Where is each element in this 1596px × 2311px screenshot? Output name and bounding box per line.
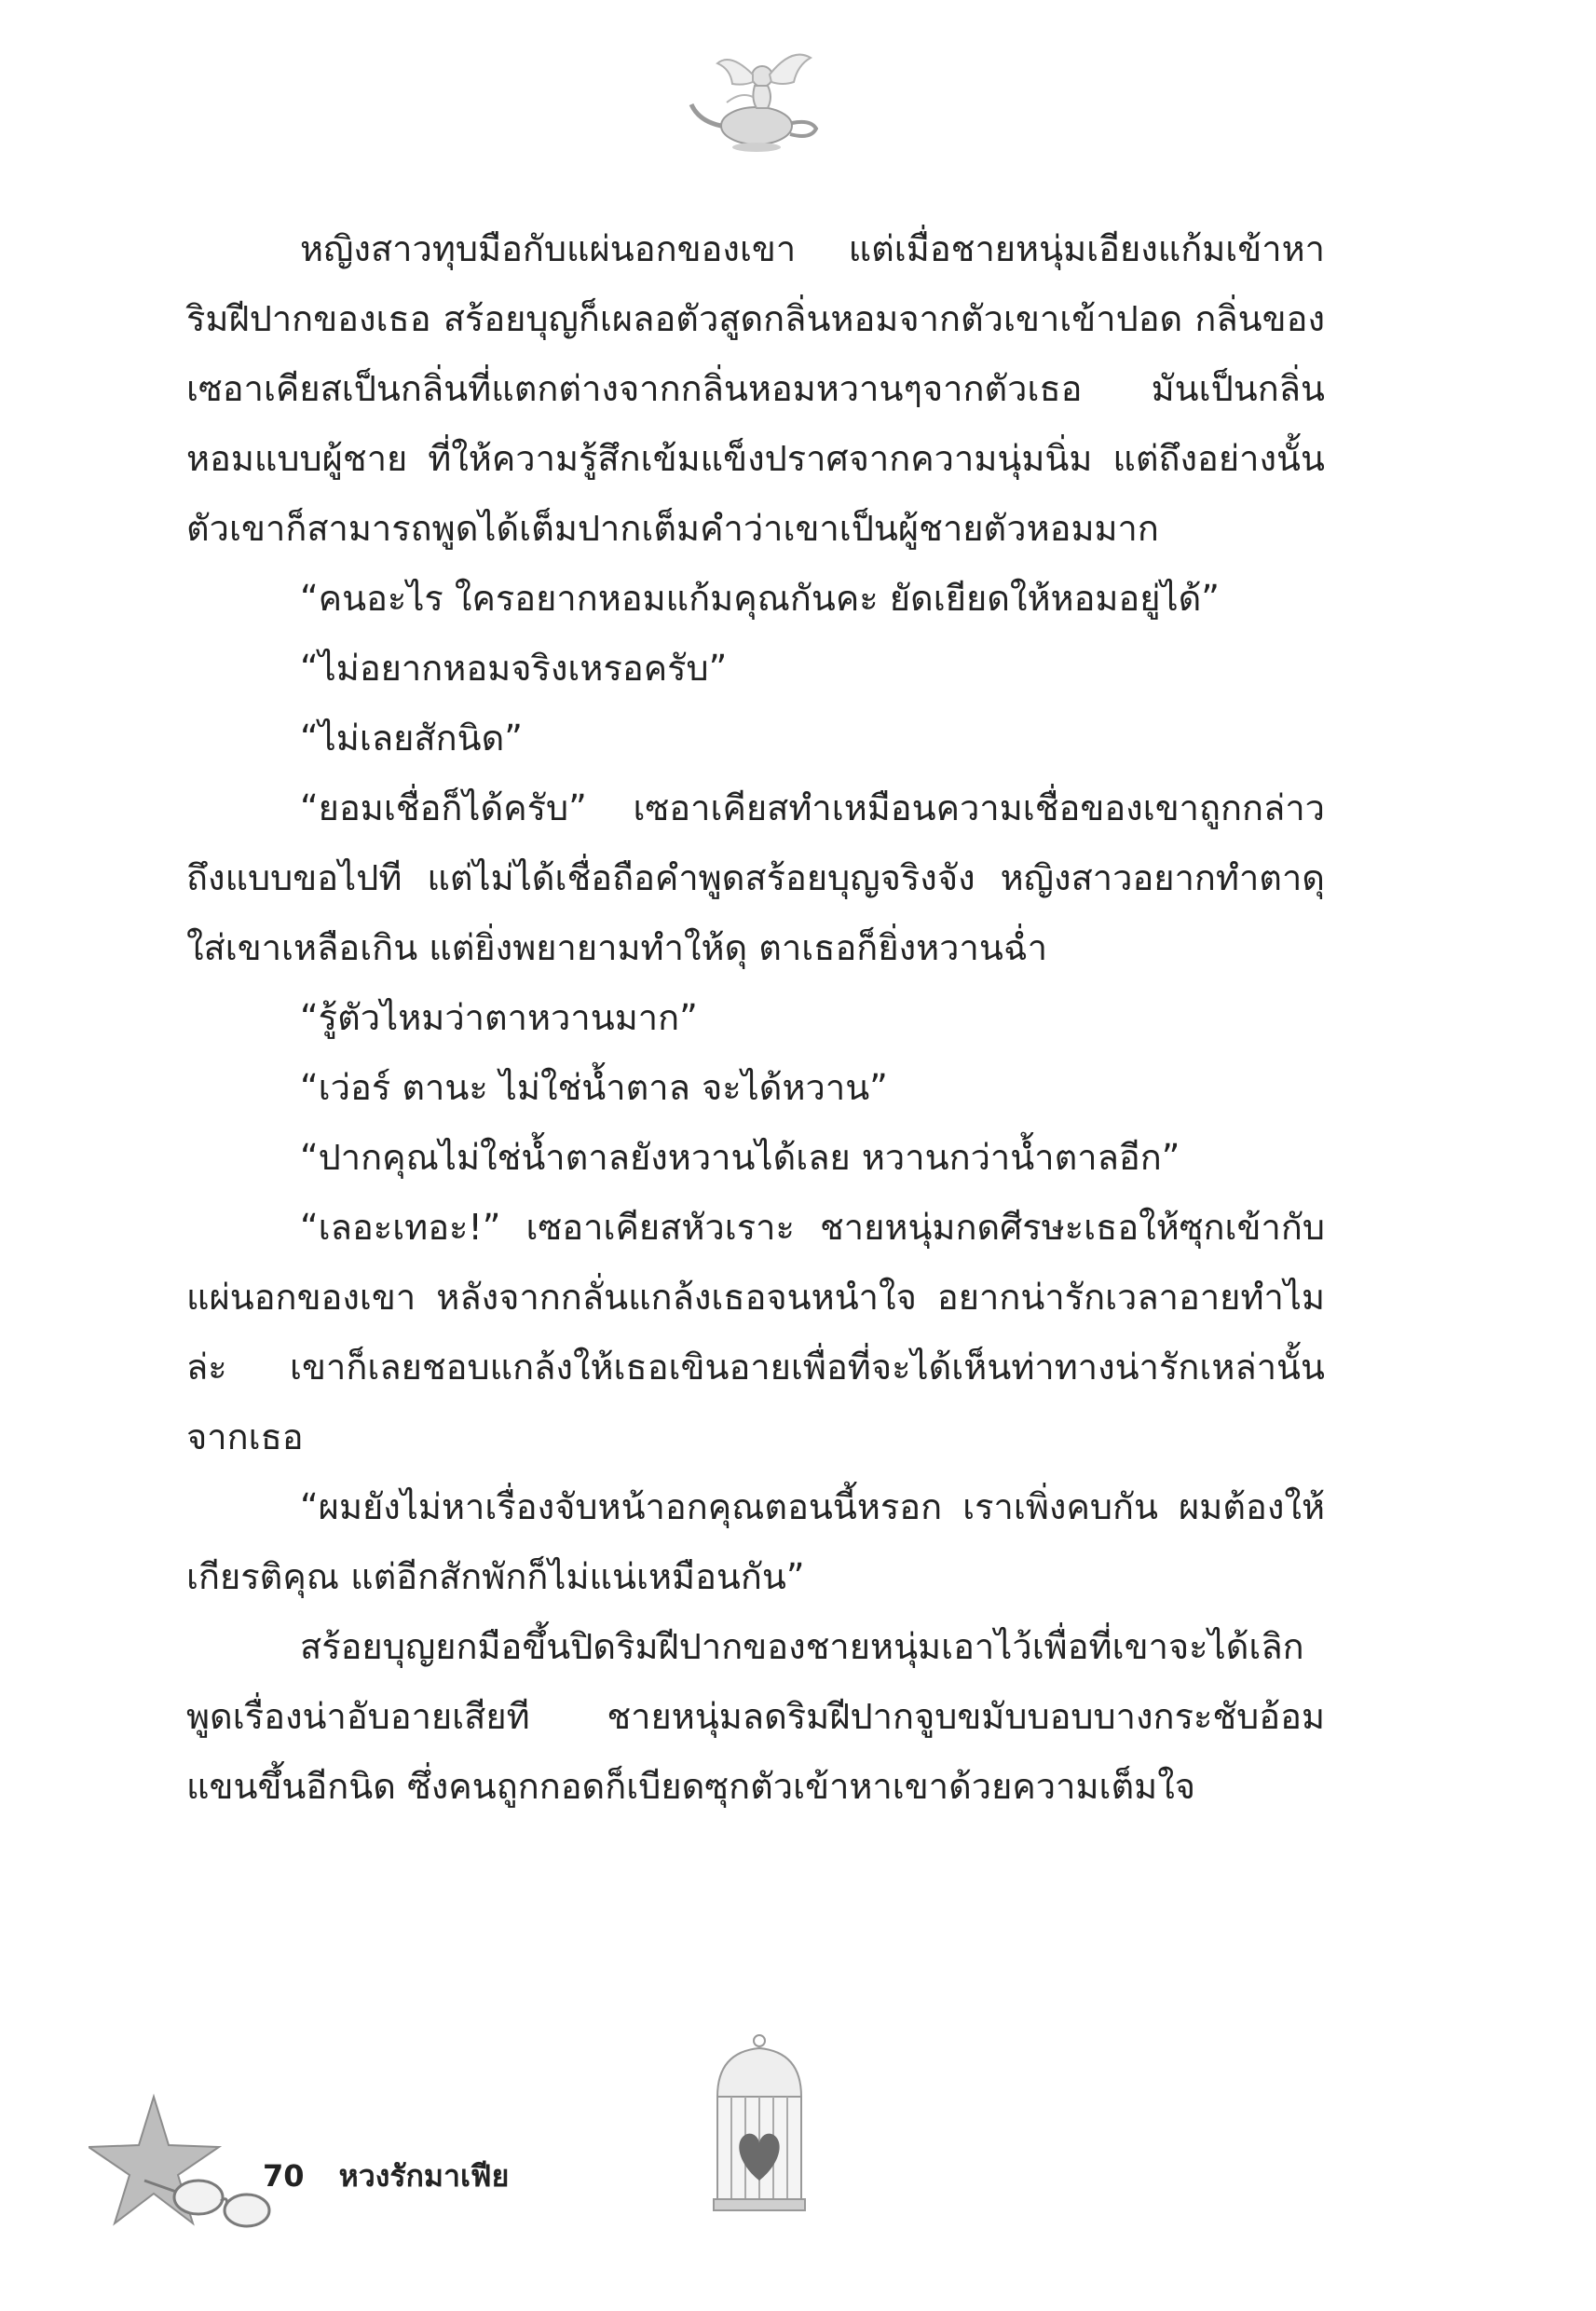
paragraph: “ไม่เลยสักนิด” (300, 718, 523, 759)
paragraph: “ยอมเชื่อก็ได้ครับ” เซอาเคียสทำเหมือนความเชื่อของเขาถูกกล่าวถึงแบบขอไปที แต่ไม่ได้เชื่อถือคำพูดสร้อยบุญจริงจัง หญิงสาวอยากทำตาดุใส่เขาเหลือเกิน แต่ยิ่งพยายามทำให้ดุ ตาเธอก็ยิ่งหวานฉ่ำ (186, 787, 1325, 968)
paragraph: “เว่อร์ ตานะ ไม่ใช่น้ำตาล จะได้หวาน” (300, 1067, 888, 1108)
paragraph: “ปากคุณไม่ใช่น้ำตาลยังหวานได้เลย หวานกว่าน้ำตาลอีก” (300, 1137, 1180, 1178)
book-title: หวงรักมาเฟีย (338, 2158, 510, 2194)
paragraph: “รู้ตัวไหมว่าตาหวานมาก” (300, 997, 698, 1038)
paragraph: สร้อยบุญยกมือขึ้นปิดริมฝีปากของชายหนุ่มเอาไว้เพื่อที่เขาจะได้เลิกพูดเรื่องน่าอับอายเสียที ชายหนุ่มลดริมฝีปากจูบขมับบอบบางกระชับอ้อมแขนขึ้นอีกนิด ซึ่งคนถูกกอดก็เบียดซุกตัวเข้าหาเขาด้วยความเต็มใจ (186, 1626, 1325, 1807)
paragraph: “ไม่อยากหอมจริงเหรอครับ” (300, 648, 728, 689)
birdcage-heart-icon (708, 2031, 811, 2218)
page-number: 70 (263, 2158, 305, 2194)
paragraph: “คนอะไร ใครอยากหอมแก้มคุณกันคะ ยัดเยียดให้หอมอยู่ได้” (300, 578, 1220, 619)
paragraph: หญิงสาวทุบมือกับแผ่นอกของเขา แต่เมื่อชายหนุ่มเอียงแก้มเข้าหาริมฝีปากของเธอ สร้อยบุญก็เผลอตัวสูดกลิ่นหอมจากตัวเขาเข้าปอด กลิ่นของเซอาเคียสเป็นกลิ่นที่แตกต่างจากกลิ่นหอมหวานๆจากตัวเธอ มันเป็นกลิ่นหอมแบบผู้ชาย ที่ให้ความรู้สึกเข้มแข็งปราศจากความนุ่มนิ่ม แต่ถึงอย่างนั้นตัวเขาก็สามารถพูดได้เต็มปากเต็มคำว่าเขาเป็นผู้ชายตัวหอมมาก (186, 228, 1325, 549)
paragraph: “เลอะเทอะ!” เซอาเคียสหัวเราะ ชายหนุ่มกดศีรษะเธอให้ซุกเข้ากับแผ่นอกของเขา หลังจากกลั่นแกล้งเธอจนหนำใจ อยากน่ารักเวลาอายทำไมล่ะ เขาก็เลยชอบแกล้งให้เธอเขินอายเพื่อที่จะได้เห็นท่าทางน่ารักเหล่านั้นจากเธอ (186, 1207, 1325, 1457)
page-text (186, 214, 1325, 1822)
page-footer (263, 2153, 509, 2200)
paragraph: “ผมยังไม่หาเรื่องจับหน้าอกคุณตอนนี้หรอก เราเพิ่งคบกัน ผมต้องให้เกียรติคุณ แต่อีกสักพักก็ไม่แน่เหมือนกัน” (186, 1486, 1325, 1597)
starfish-sunglasses-icon (89, 2087, 275, 2255)
cupid-teapot-icon (671, 37, 839, 158)
